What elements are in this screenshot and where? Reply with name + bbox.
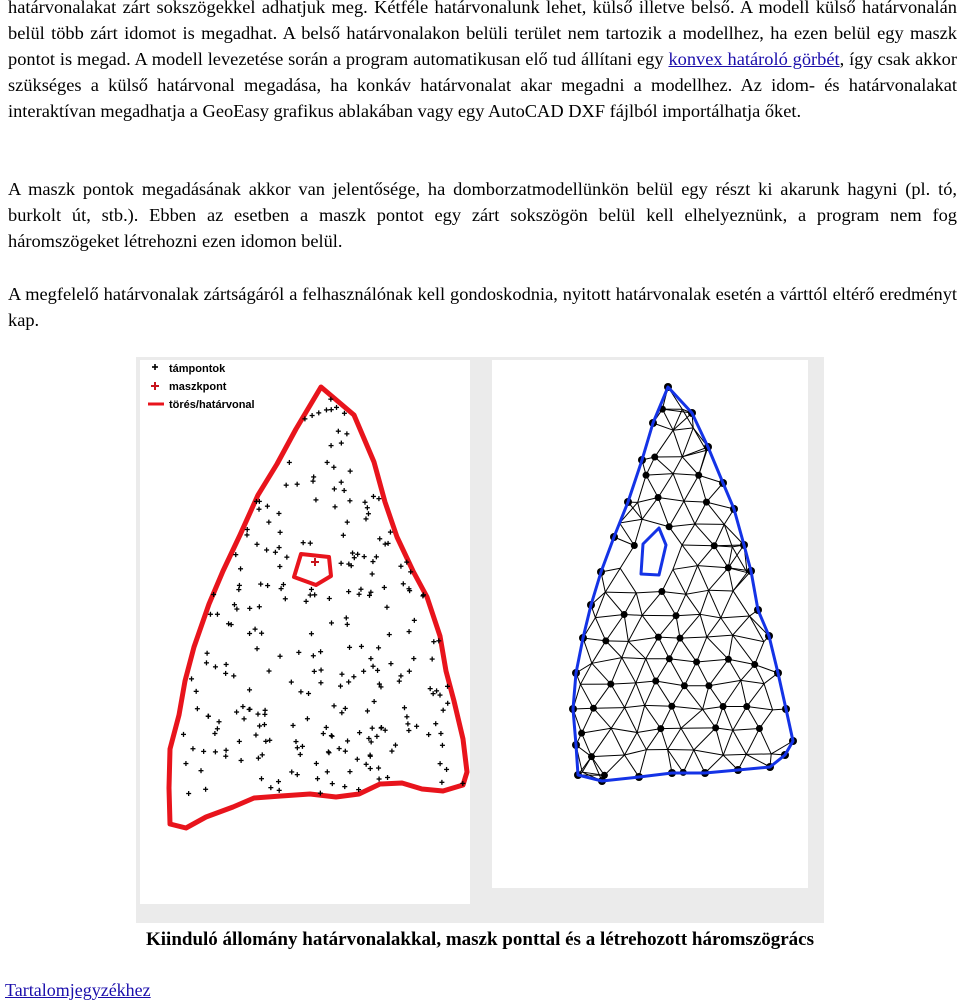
mesh-vertex	[578, 730, 585, 737]
mesh-vertex	[720, 703, 727, 710]
mesh-vertex	[602, 637, 609, 644]
mesh-vertex	[666, 523, 673, 530]
figure-panel	[136, 357, 824, 923]
mesh-vertex	[652, 677, 659, 684]
mesh-vertex	[621, 611, 628, 618]
mesh-vertex	[655, 634, 662, 641]
mesh-vertex	[725, 656, 732, 663]
mesh-vertex	[677, 635, 684, 642]
mesh-vertex	[658, 588, 665, 595]
intro-text-end: , így csak akkor szükséges a külső határvonal megadása, ha konkáv határvonalat akar megadni a modellhez. Az idom- és határvonalakat interaktívan megadhatja a GeoEasy grafikus ablakában vagy egy AutoCAD DXF fájlból importálhatja őket.	[8, 49, 957, 121]
legend-points-label: támpontok	[169, 363, 226, 375]
mesh-vertex	[712, 724, 719, 731]
mesh-edge	[709, 590, 734, 591]
mesh-vertex	[631, 542, 638, 549]
figure-caption: Kiinduló állomány határvonalakkal, maszk ponttal és a létrehozott háromszögrács	[145, 929, 814, 950]
mesh-vertex	[601, 772, 608, 779]
legend-mask-label: maszkpont	[169, 381, 227, 393]
convex-hull-link[interactable]: konvex határoló görbét	[668, 49, 840, 69]
right-map-panel	[492, 360, 808, 888]
mesh-vertex	[711, 542, 718, 549]
legend-boundary-label: törés/határvonal	[169, 399, 255, 411]
mesh-vertex	[695, 472, 702, 479]
mesh-edge	[593, 708, 624, 709]
mesh-vertex	[643, 472, 650, 479]
mesh-vertex	[655, 494, 662, 501]
mesh-vertex	[657, 725, 664, 732]
mesh-vertex	[725, 564, 732, 571]
mesh-vertex	[673, 612, 680, 619]
figure-svg	[136, 357, 824, 923]
mesh-vertex	[751, 661, 758, 668]
mesh-vertex	[681, 682, 688, 689]
mesh-vertex	[705, 682, 712, 689]
boundary-paragraph: A megfelelő határvonalak zártságáról a felhasználónak kell gondoskodnia, nyitott határvonalak esetén a várttól eltérő eredményt kap.	[8, 284, 957, 330]
mesh-vertex	[743, 703, 750, 710]
intro-paragraph	[8, 0, 957, 124]
mesh-vertex	[703, 499, 710, 506]
table-of-contents-link[interactable]: Tartalomjegyzékhez	[5, 980, 151, 1000]
mesh-vertex	[666, 655, 673, 662]
mesh-vertex	[693, 658, 700, 665]
intro-text-start: határvonalakat zárt sokszögekkel adhatjuk meg. Kétféle határvonalunk lehet, külső illetve belső. A modell külső határvonalán belül több zárt idomot is megadhat. A belső határvonalakon belüli terület nem tartozik a modellhez, ha ezen belül egy maszk pontot is megad. A modell levezetése során a program automatikusan elő tud állítani egy	[8, 0, 957, 69]
mesh-vertex	[756, 725, 763, 732]
mesh-vertex	[590, 705, 597, 712]
mesh-vertex	[607, 681, 614, 688]
mesh-vertex	[651, 454, 658, 461]
left-map-panel	[140, 360, 470, 904]
mesh-vertex	[588, 753, 595, 760]
mask-paragraph: A maszk pontok megadásának akkor van jelentősége, ha domborzatmodellünkön belül egy részt ki akarunk hagyni (pl. tó, burkolt út, stb.). Ebben az esetben a maszk pontot egy zárt sokszögön belül kell elhelyeznünk, a program nem fog háromszögeket létrehozni ezen idomon belül.	[8, 179, 957, 251]
mesh-vertex	[668, 703, 675, 710]
